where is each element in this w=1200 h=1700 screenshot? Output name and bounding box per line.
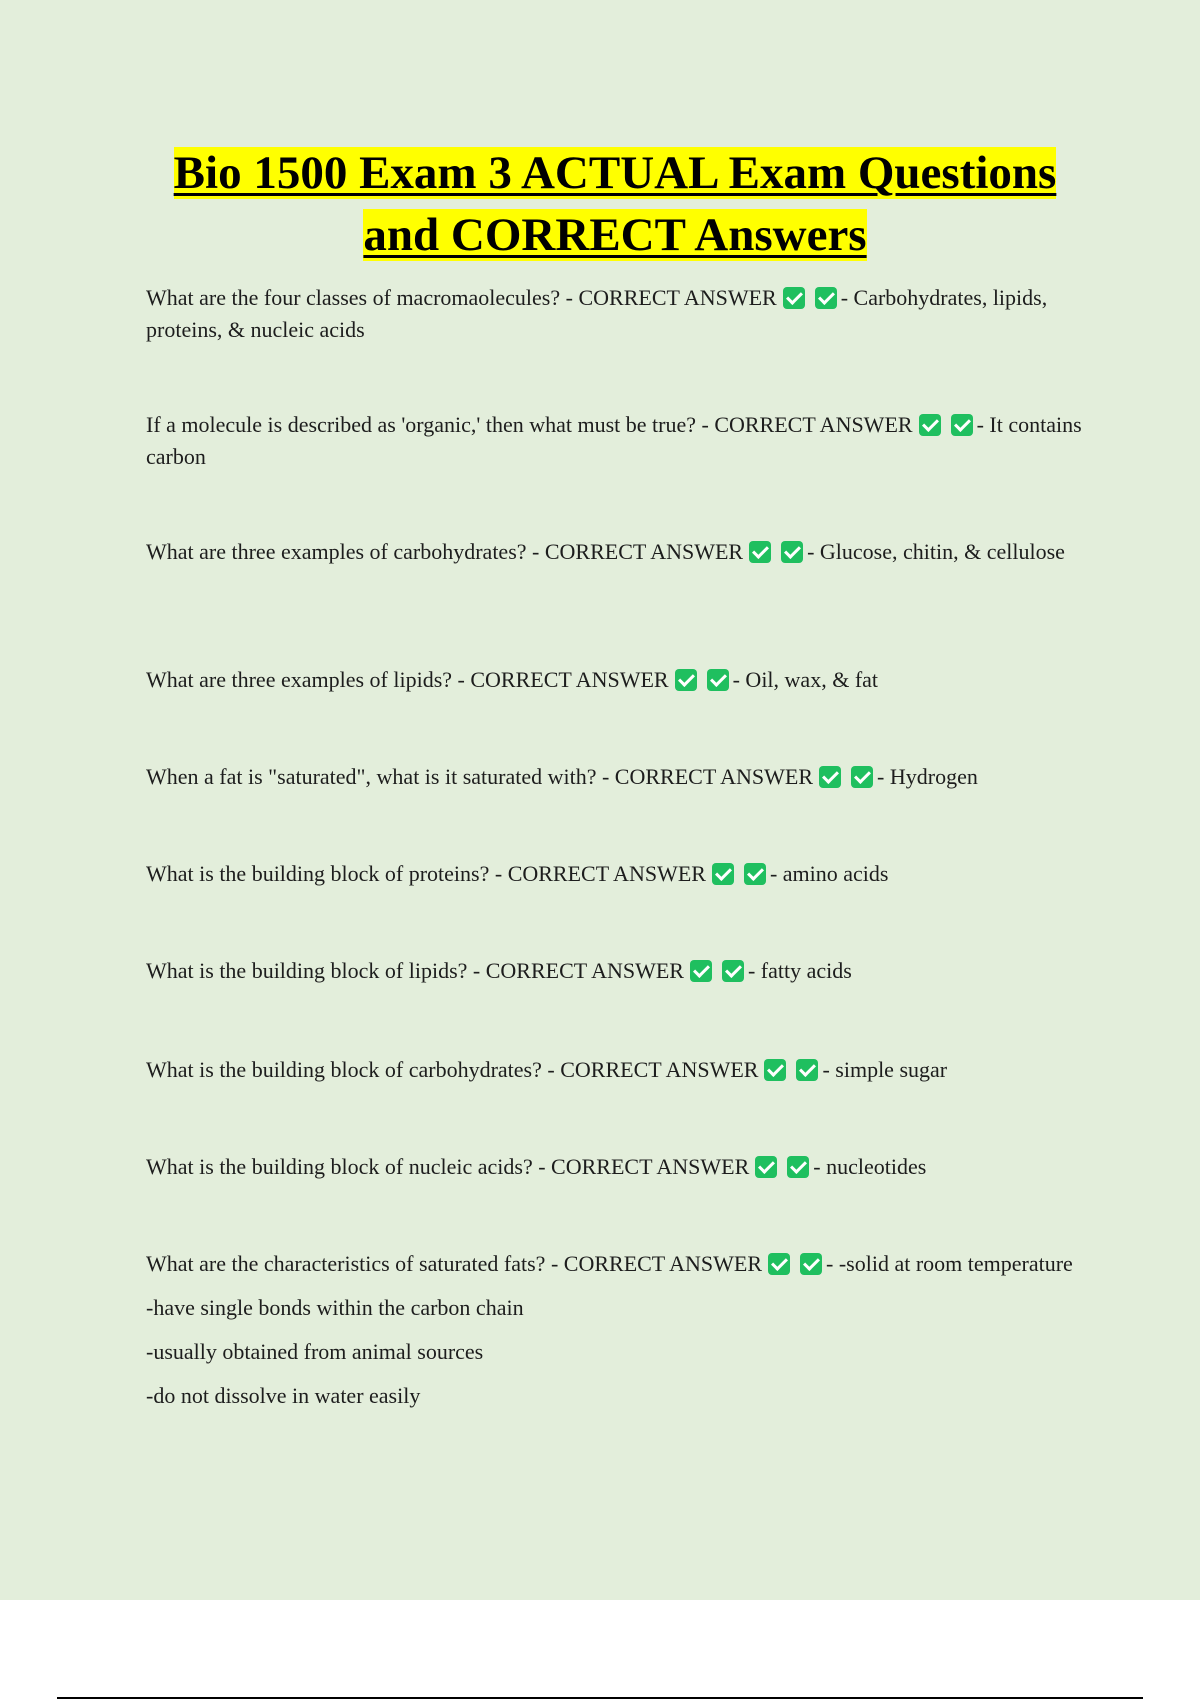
answer-text: - Glucose, chitin, & cellulose: [807, 539, 1065, 564]
question-text: What are the four classes of macromaolecules?: [146, 285, 561, 310]
check-mark-icon: [783, 287, 805, 309]
answer-text: - Oil, wax, & fat: [732, 667, 879, 692]
check-mark-icon: [781, 541, 803, 563]
check-mark-icon: [764, 1059, 786, 1081]
title-line-2: and CORRECT Answers: [363, 209, 867, 261]
title-line-1: Bio 1500 Exam 3 ACTUAL Exam Questions: [173, 147, 1057, 199]
check-mark-icon: [744, 863, 766, 885]
qa-item: [146, 1151, 1090, 1183]
answer-marker: - CORRECT ANSWER: [532, 539, 744, 564]
question-text: What is the building block of carbohydrates?: [146, 1057, 542, 1082]
qa-item: [146, 1054, 1090, 1086]
answer-text: - amino acids: [769, 861, 889, 886]
check-mark-icon: [722, 960, 744, 982]
check-mark-icon: [690, 960, 712, 982]
answer-marker: - CORRECT ANSWER: [538, 1154, 750, 1179]
check-mark-icon: [749, 541, 771, 563]
answer-line: -usually obtained from animal sources: [146, 1339, 484, 1364]
footer-divider: [57, 1697, 1143, 1699]
question-text: What are three examples of carbohydrates?: [146, 539, 527, 564]
check-mark-icon: [800, 1253, 822, 1275]
check-mark-icon: [919, 414, 941, 436]
question-text: When a fat is "saturated", what is it saturated with?: [146, 764, 597, 789]
answer-text: - -solid at room temperature: [826, 1251, 1073, 1276]
question-text: What are three examples of lipids?: [146, 667, 453, 692]
question-text: What is the building block of proteins?: [146, 861, 490, 886]
answer-marker: - CORRECT ANSWER: [701, 412, 913, 437]
question-text: What are the characteristics of saturated fats?: [146, 1251, 546, 1276]
answer-text: - Hydrogen: [877, 764, 978, 789]
answer-text: - Carbohydrates, lipids, proteins, & nucleic acids: [146, 285, 1048, 342]
question-text: What is the building block of nucleic acids?: [146, 1154, 533, 1179]
qa-item: [146, 536, 1090, 568]
answer-marker: - CORRECT ANSWER: [565, 285, 777, 310]
qa-item: [146, 955, 1090, 987]
answer-marker: - CORRECT ANSWER: [472, 958, 684, 983]
question-text: What is the building block of lipids?: [146, 958, 468, 983]
qa-item: [146, 409, 1090, 473]
answer-line: -have single bonds within the carbon chain: [146, 1295, 524, 1320]
check-mark-icon: [796, 1059, 818, 1081]
check-mark-icon: [707, 669, 729, 691]
qa-item: [146, 282, 1090, 346]
qa-item: [146, 761, 1090, 793]
question-text: If a molecule is described as 'organic,' then what must be true?: [146, 412, 696, 437]
answer-marker: - CORRECT ANSWER: [550, 1251, 763, 1276]
document-title: [60, 142, 1170, 266]
check-mark-icon: [712, 863, 734, 885]
answer-text: - nucleotides: [813, 1154, 927, 1179]
answer-text: - fatty acids: [747, 958, 852, 983]
check-mark-icon: [755, 1156, 777, 1178]
check-mark-icon: [819, 766, 841, 788]
qa-item: [146, 1248, 1090, 1412]
qa-item: [146, 858, 1090, 890]
answer-marker: - CORRECT ANSWER: [457, 667, 669, 692]
check-mark-icon: [768, 1253, 790, 1275]
check-mark-icon: [951, 414, 973, 436]
check-mark-icon: [815, 287, 837, 309]
answer-line: -do not dissolve in water easily: [146, 1383, 421, 1408]
answer-text: - simple sugar: [822, 1057, 948, 1082]
qa-item: [146, 664, 1090, 696]
answer-marker: - CORRECT ANSWER: [601, 764, 814, 789]
check-mark-icon: [851, 766, 873, 788]
answer-marker: - CORRECT ANSWER: [547, 1057, 759, 1082]
check-mark-icon: [787, 1156, 809, 1178]
check-mark-icon: [675, 669, 697, 691]
answer-marker: - CORRECT ANSWER: [494, 861, 706, 886]
answer-text: - It contains carbon: [146, 412, 1082, 469]
